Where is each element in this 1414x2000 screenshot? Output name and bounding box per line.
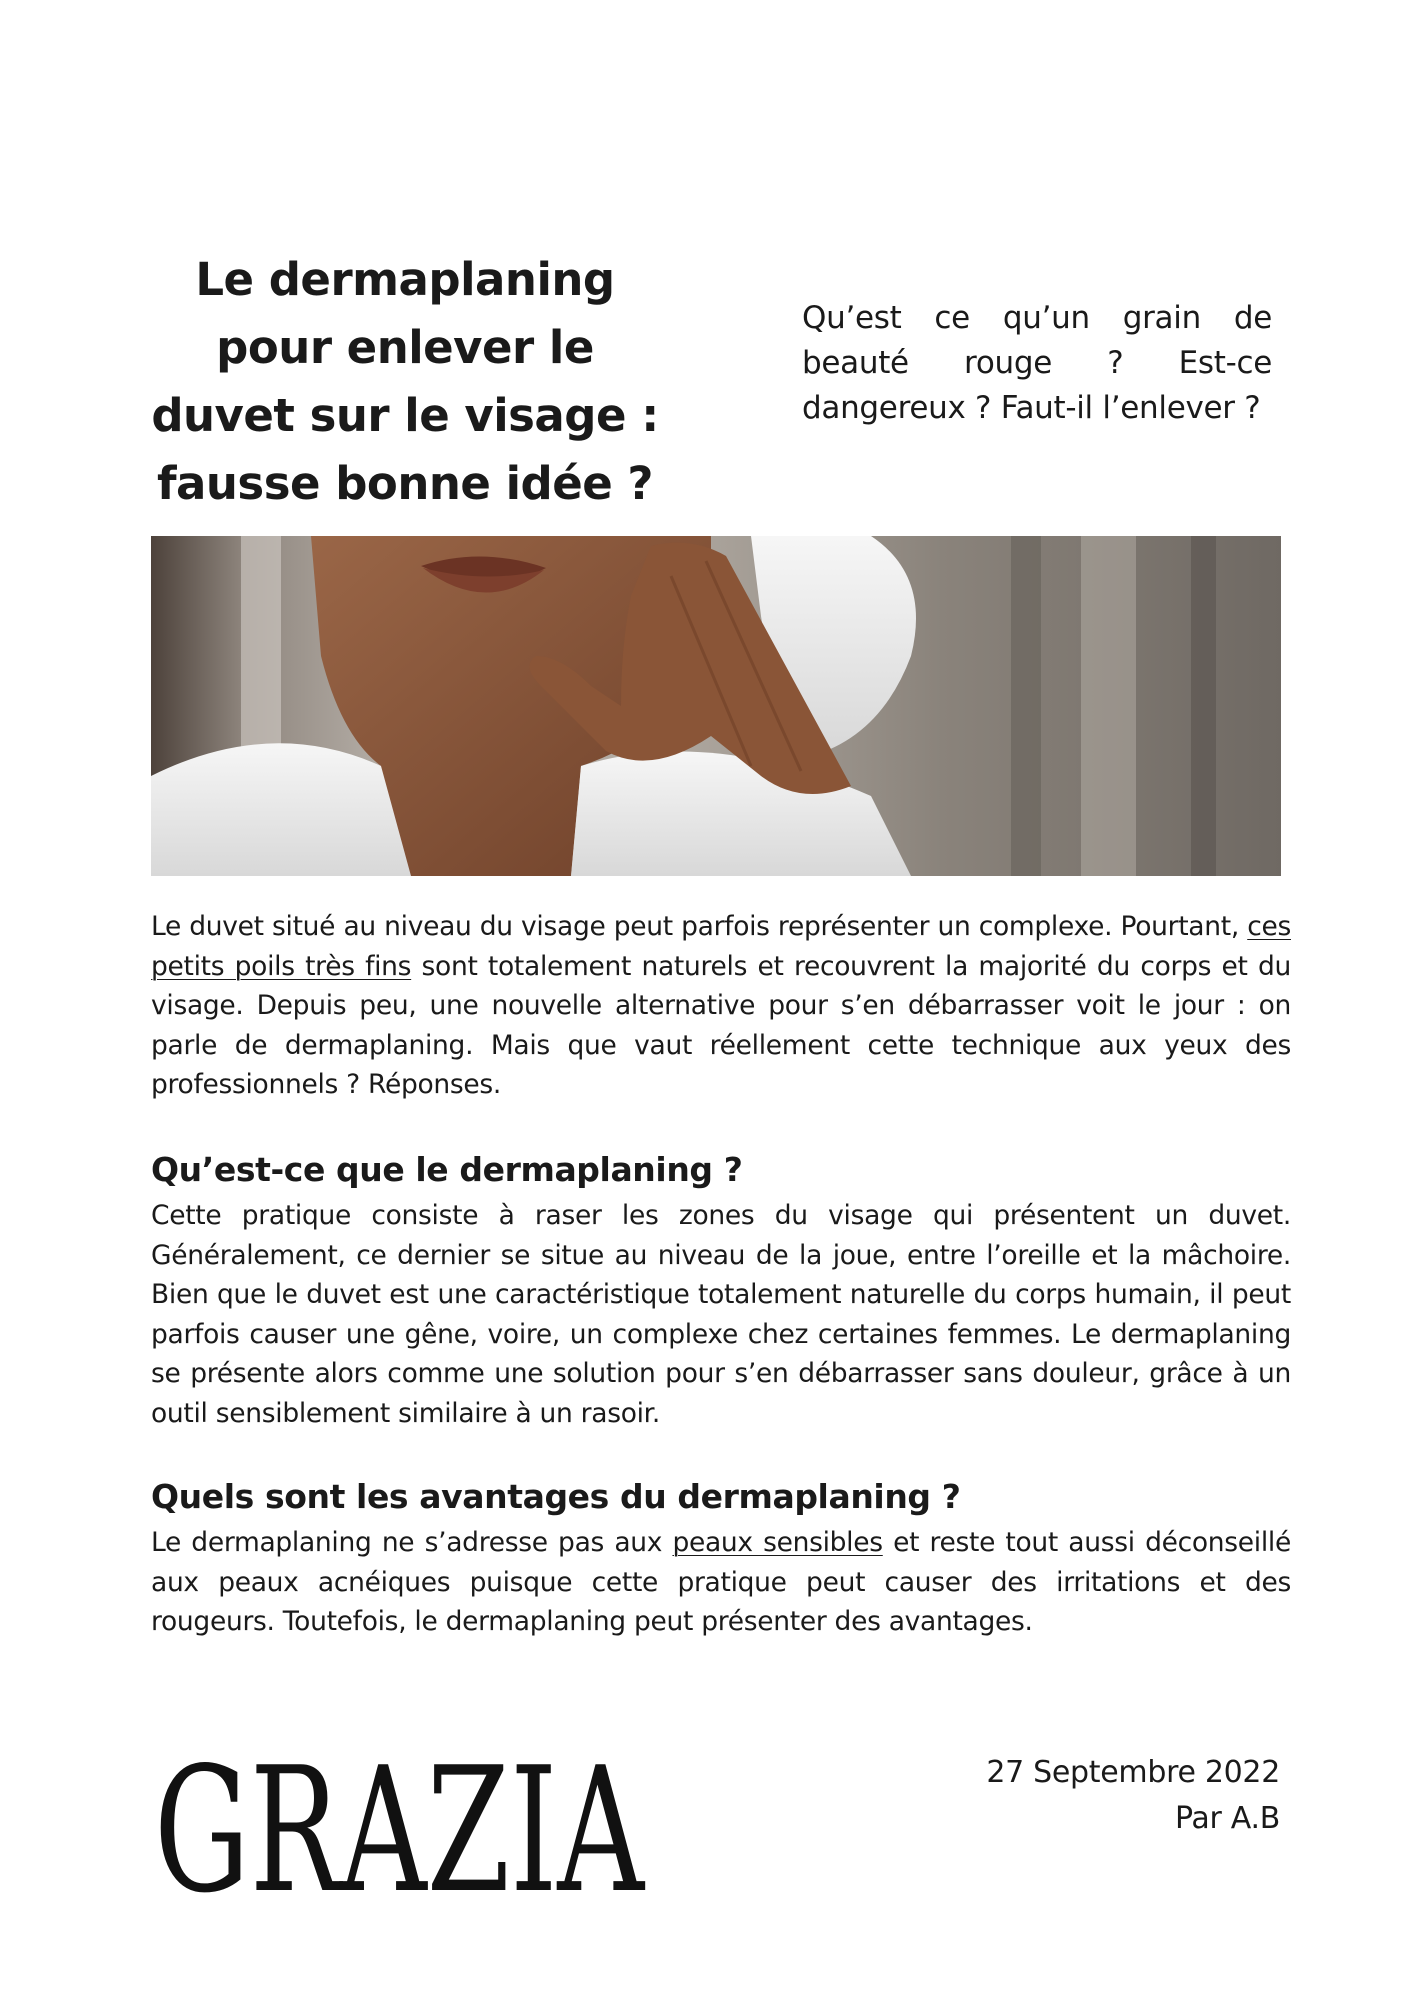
article-meta (880, 1750, 1280, 1842)
article-title: Le dermaplaning pour enlever le duvet sur le visage : fausse bonne idée ? (151, 253, 659, 510)
advantages-text-end: et reste tout aussi déconseillé aux peaux acnéiques puisque cette pratique peut causer des irritations et des rougeurs. Toutefois, le dermaplaning peut présenter des avantages. (151, 1527, 1291, 1637)
section-heading-advantages: Quels sont les avantages du dermaplaning ? (151, 1477, 961, 1516)
sensitive-skin-link[interactable]: peaux sensibles (672, 1527, 883, 1558)
intro-text-start: Le duvet situé au niveau du visage peut parfois représenter un complexe. Pourtant, (151, 911, 1248, 942)
fine-hairs-link[interactable]: ces petits poils très fins (151, 911, 1291, 982)
hero-image (151, 536, 1281, 876)
publish-date: 27 Septembre 2022 (986, 1755, 1280, 1790)
advantages-text-start: Le dermaplaning ne s’adresse pas aux (151, 1527, 673, 1558)
section-heading-what-is: Qu’est-ce que le dermaplaning ? (151, 1150, 743, 1189)
intro-text-end: sont totalement naturels et recouvrent la majorité du corps et du visage. Depuis peu, une nouvelle alternative pour s’en débarrasser voit le jour : on parle de dermaplaning. Mais que vaut réellement cette technique aux yeux des professionnels ? Réponses. (151, 950, 1291, 1100)
grazia-logo-text: GRAZIA (154, 1730, 646, 1932)
author-byline: Par A.B (1174, 1801, 1280, 1836)
grazia-logo (154, 1722, 654, 1932)
related-article-teaser[interactable]: Qu’est ce qu’un grain de beauté rouge ? Est-ce dangereux ? Faut-il l’enlever ? (802, 300, 1272, 426)
section-body-advantages (151, 1523, 1291, 1642)
section-body-what-is: Cette pratique consiste à raser les zones du visage qui présentent un duvet. Généralement, ce dernier se situe au niveau de la joue, entre l’oreille et la mâchoire. Bien que le duvet est une caractéristique totalement naturelle du corps humain, il peut parfois causer une gêne, voire, un complexe chez certaines femmes. Le dermaplaning se présente alors comme une solution pour s’en débarrasser sans douleur, grâce à un outil sensiblement similaire à un rasoir. (151, 1200, 1291, 1429)
intro-paragraph (151, 907, 1291, 1105)
